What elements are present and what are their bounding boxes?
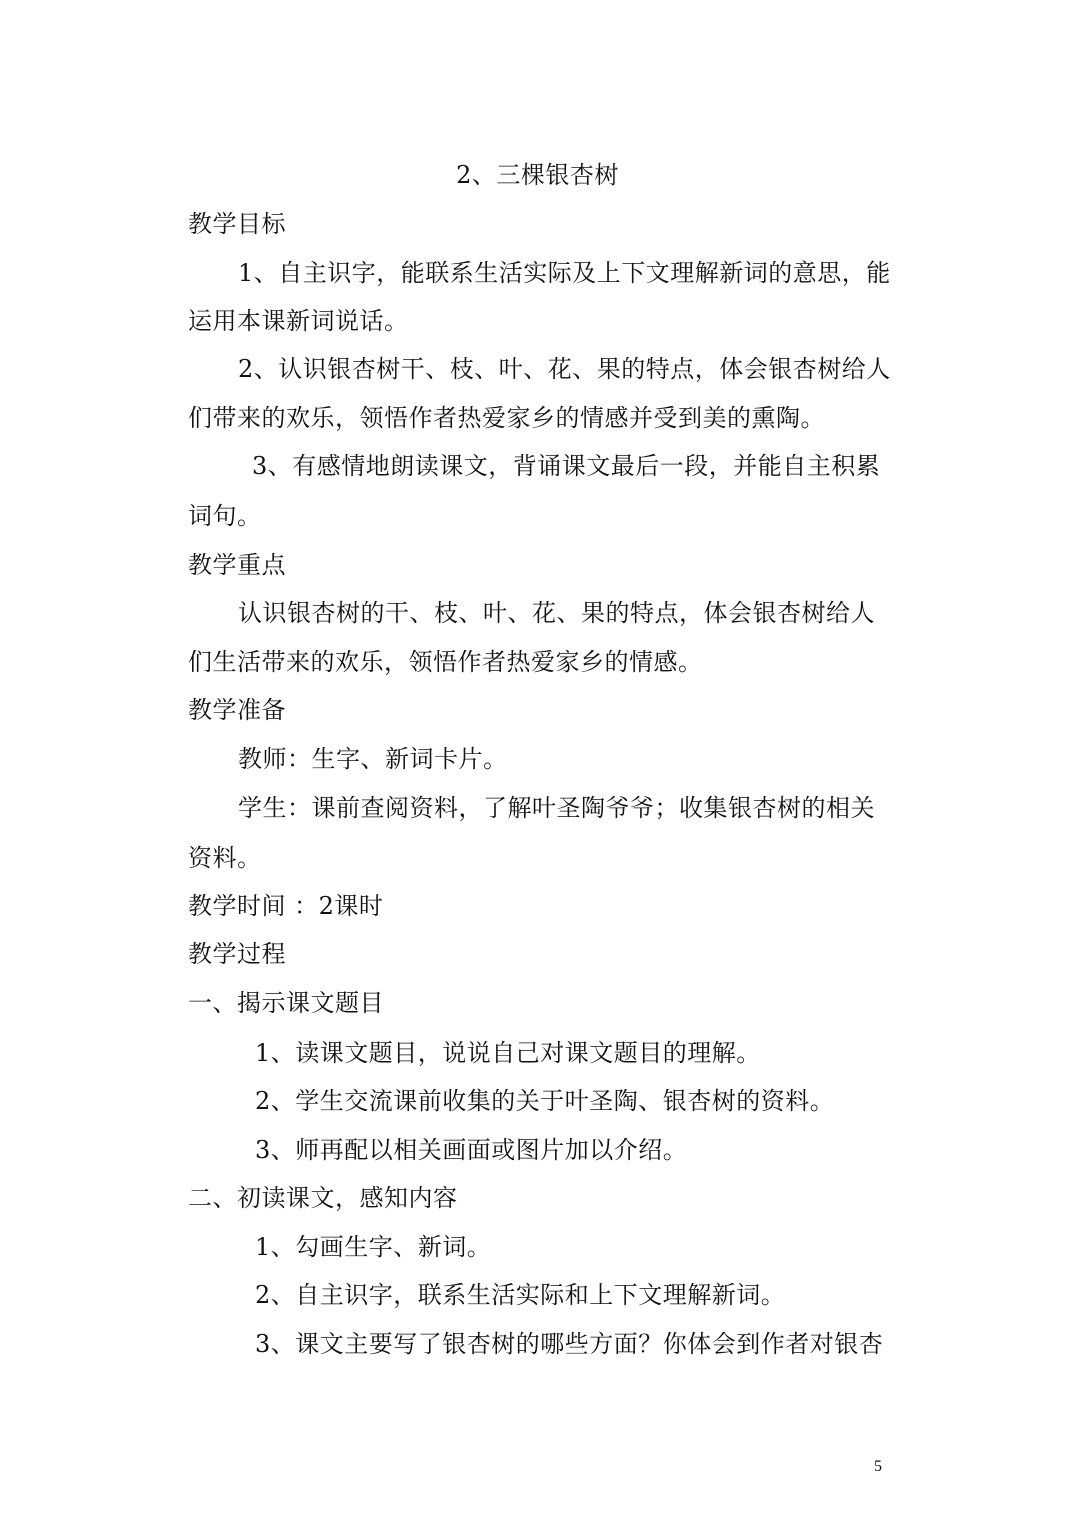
preparation-heading: 教学准备 [188, 696, 286, 724]
part-2-heading: 二、初读课文，感知内容 [188, 1184, 458, 1212]
objective-3-line-2: 词句。 [188, 502, 262, 530]
objective-1-line-2: 运用本课新词说话。 [188, 307, 409, 335]
key-points-line-1: 认识银杏树的干、枝、叶、花、果的特点，体会银杏树给人 [238, 599, 875, 627]
objective-2-line-2: 们带来的欢乐，领悟作者热爱家乡的情感并受到美的熏陶。 [188, 404, 825, 432]
key-points-heading: 教学重点 [188, 551, 286, 579]
preparation-teacher: 教师：生字、新词卡片。 [238, 745, 508, 773]
part-2-item-3: 3、课文主要写了银杏树的哪些方面？你体会到作者对银杏 [255, 1330, 884, 1358]
part-2-item-1: 1、勾画生字、新词。 [255, 1233, 492, 1261]
objectives-heading: 教学目标 [188, 210, 286, 238]
part-1-item-2: 2、学生交流课前收集的关于叶圣陶、银杏树的资料。 [255, 1087, 835, 1115]
part-1-item-1: 1、读课文题目，说说自己对课文题目的理解。 [255, 1039, 761, 1067]
process-heading: 教学过程 [188, 940, 286, 968]
page-title: 2、三棵银杏树 [456, 161, 619, 189]
objective-1-line-1: 1、自主识字，能联系生活实际及上下文理解新词的意思，能 [238, 259, 891, 287]
part-1-heading: 一、揭示课文题目 [188, 989, 384, 1017]
objective-3-line-1: 3、有感情地朗读课文，背诵课文最后一段，并能自主积累 [252, 452, 881, 480]
page-number: 5 [874, 1458, 882, 1475]
part-1-item-3: 3、师再配以相关画面或图片加以介绍。 [255, 1136, 688, 1164]
preparation-student-line-1: 学生：课前查阅资料，了解叶圣陶爷爷；收集银杏树的相关 [238, 794, 875, 822]
preparation-student-line-2: 资料。 [188, 844, 262, 872]
key-points-line-2: 们生活带来的欢乐，领悟作者热爱家乡的情感。 [188, 648, 703, 676]
objective-2-line-1: 2、认识银杏树干、枝、叶、花、果的特点，体会银杏树给人 [238, 355, 891, 383]
time-line: 教学时间 ：2课时 [188, 892, 384, 920]
part-2-item-2: 2、自主识字，联系生活实际和上下文理解新词。 [255, 1281, 786, 1309]
